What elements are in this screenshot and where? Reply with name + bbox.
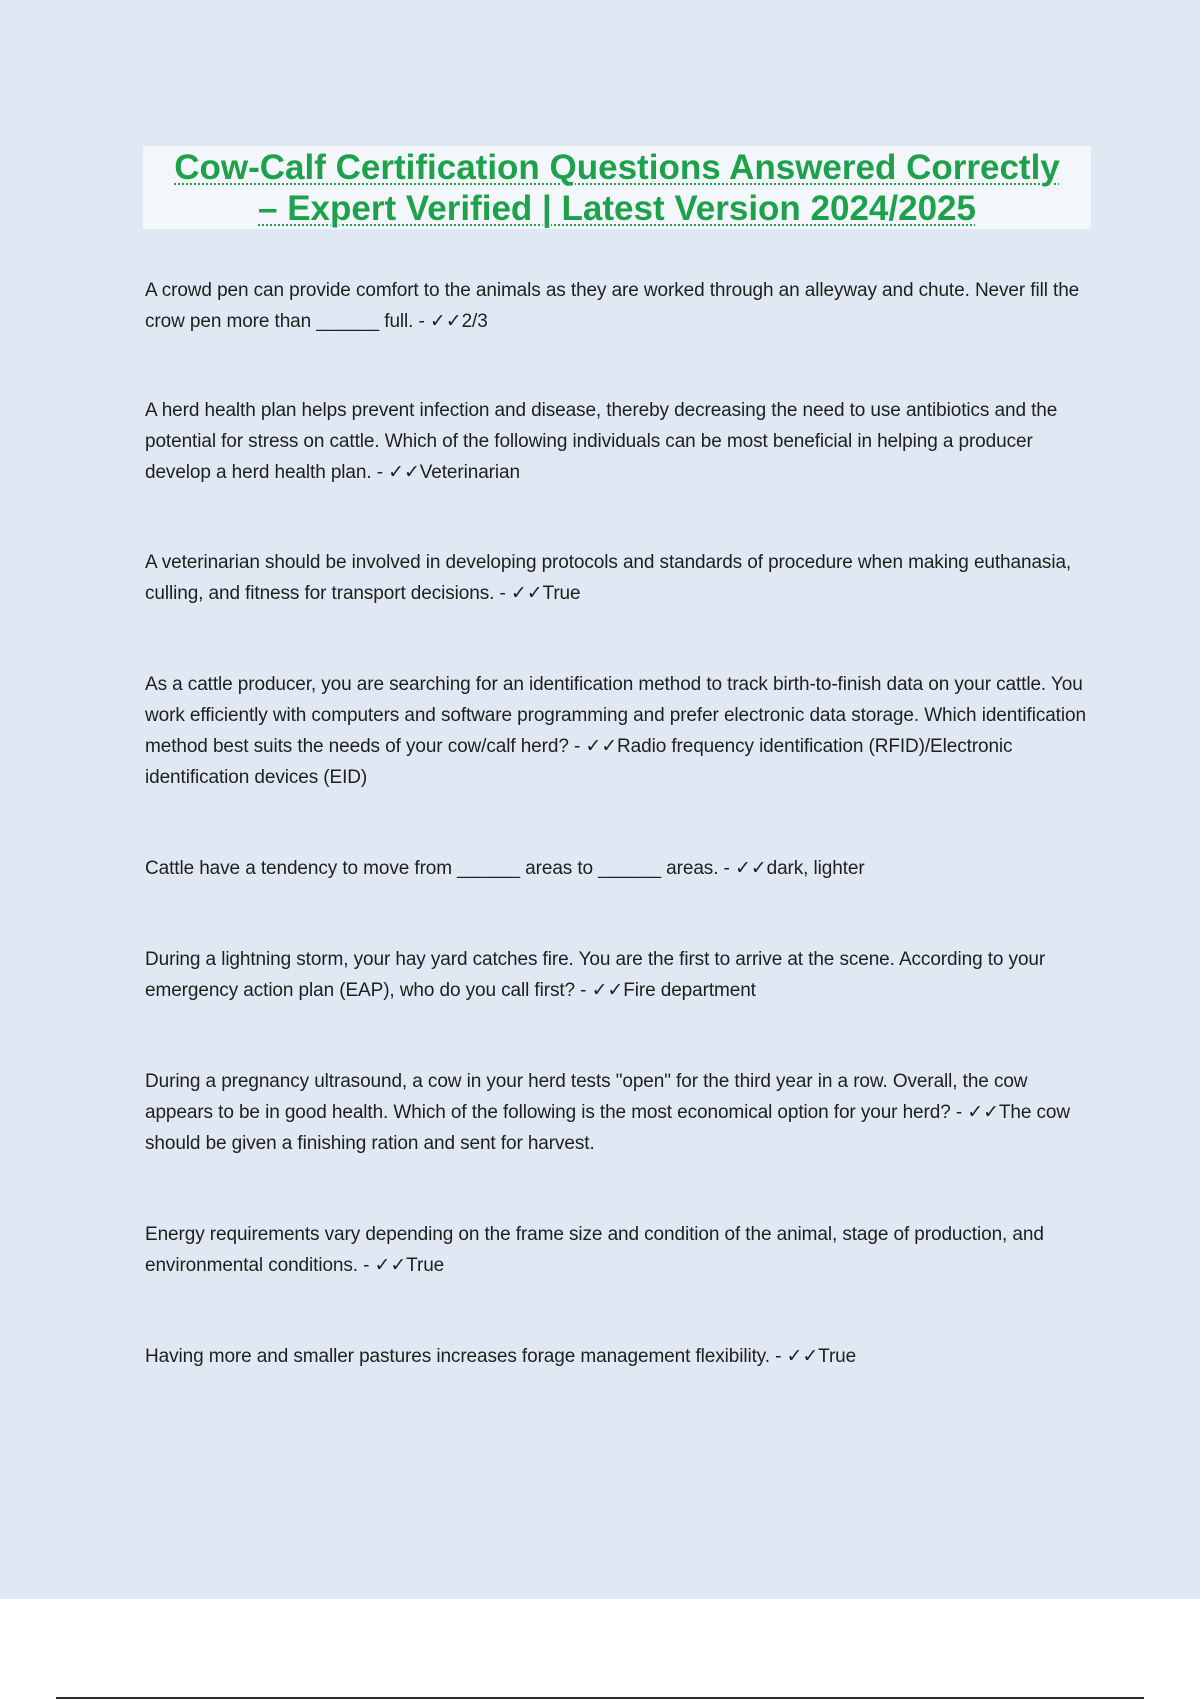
title-line-2: – Expert Verified | Latest Version 2024/2025 — [258, 189, 976, 228]
qa-item-pregnancy-ultrasound: During a pregnancy ultrasound, a cow in your herd tests "open" for the third year in a row. Overall, the cow appears to be in good health. Which of the following is the most economical option for your herd? - ✓✓The cow should be given a finishing ration and sent for harvest. — [145, 1071, 1070, 1154]
qa-item-veterinarian-protocols: A veterinarian should be involved in developing protocols and standards of procedure when making euthanasia, culling, and fitness for transport decisions. - ✓✓True — [145, 552, 1072, 604]
qa-item-cattle-movement: Cattle have a tendency to move from ______ areas to ______ areas. - ✓✓dark, lighter — [145, 858, 865, 879]
qa-item-identification-method: As a cattle producer, you are searching for an identification method to track birth-to-finish data on your cattle. You work efficiently with computers and software programming and prefer electronic data storage. Which identification method best suits the needs of your cow/calf herd? - ✓✓Radio frequency identification (RFID)/Electronic identification devices (EID) — [145, 674, 1086, 788]
footer-divider — [56, 1697, 1144, 1699]
qa-item-energy-requirements: Energy requirements vary depending on the frame size and condition of the animal, stage of production, and environmental conditions. - ✓✓True — [145, 1224, 1044, 1276]
qa-item-crowd-pen: A crowd pen can provide comfort to the animals as they are worked through an alleyway and chute. Never fill the crow pen more than ______ full. - ✓✓2/3 — [145, 280, 1080, 332]
qa-item-hay-yard-fire: During a lightning storm, your hay yard catches fire. You are the first to arrive at the scene. According to your emergency action plan (EAP), who do you call first? - ✓✓Fire department — [145, 949, 1046, 1001]
qa-item-smaller-pastures: Having more and smaller pastures increases forage management flexibility. - ✓✓True — [145, 1346, 857, 1367]
title-box — [143, 146, 1091, 229]
qa-item-herd-health-plan: A herd health plan helps prevent infection and disease, thereby decreasing the need to use antibiotics and the potential for stress on cattle. Which of the following individuals can be most beneficial in helping a producer develop a herd health plan. - ✓✓Veterinarian — [145, 400, 1058, 483]
document-title — [143, 146, 1091, 229]
title-line-1: Cow-Calf Certification Questions Answered Correctly — [174, 148, 1060, 187]
